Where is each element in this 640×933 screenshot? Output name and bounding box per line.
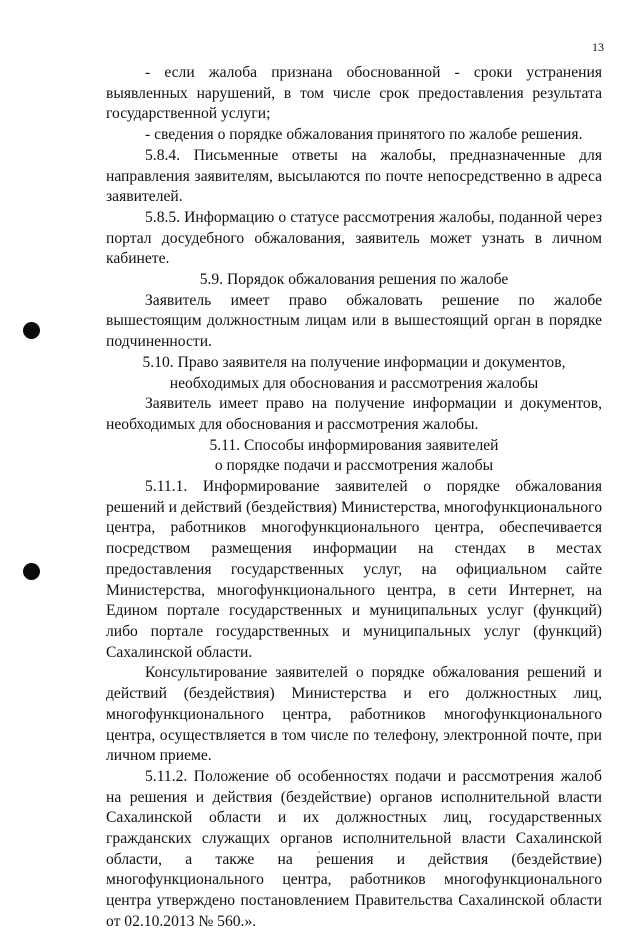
section-heading: 5.11. Способы информирования заявителей — [209, 436, 499, 454]
paragraph: - сведения о порядке обжалования принятого по жалобе решения. — [145, 126, 583, 144]
paragraph: 5.11.1. Информирование заявителей о порядке обжалования решений и действий (бездействия) Министерства, многофункционального центра, работников многофункционального центра, обеспечивается посредством размещения информации на стендах в местах предоставления государственных услуг, на официальном сайте Министерства, многофункционального центра, в сети Интернет, на Едином портале государственных и муниципальных услуг (функций) либо портале государственных и муниципальных услуг (функций) Сахалинской области. — [106, 478, 602, 661]
section-heading: о порядке подачи и рассмотрения жалобы — [214, 457, 494, 475]
paragraph: Консультирование заявителей о порядке обжалования решений и действий (бездействия) Министерства и его должностных лиц, многофункционального центра, работников многофункционального центра, осуществляется в том числе по телефону, электронной почте, при личном приеме. — [106, 664, 602, 765]
binder-hole-top — [23, 322, 40, 339]
paragraph: 5.8.5. Информацию о статусе рассмотрения жалобы, поданной через портал досудебного обжалования, заявитель может узнать в личном кабинете. — [106, 208, 602, 268]
section-heading: 5.10. Право заявителя на получение информации и документов, — [142, 353, 566, 371]
paragraph: Заявитель имеет право обжаловать решение по жалобе вышестоящим должностным лицам или в вышестоящий орган в порядке подчиненности. — [106, 291, 602, 351]
binder-hole-bottom — [23, 563, 40, 580]
section-heading: 5.9. Порядок обжалования решения по жалобе — [199, 271, 509, 289]
page-number: 13 — [592, 40, 604, 54]
paragraph: - если жалоба признана обоснованной - сроки устранения выявленных нарушений, в том числе срок предоставления результата государственной услуги; — [106, 64, 602, 123]
document-body — [106, 63, 602, 933]
paragraph: Заявитель имеет право на получение информации и документов, необходимых для обоснования и рассмотрения жалобы. — [106, 395, 602, 433]
section-heading: необходимых для обоснования и рассмотрения жалобы — [169, 374, 539, 392]
paragraph: 5.8.4. Письменные ответы на жалобы, предназначенные для направления заявителям, высылаются по почте непосредственно в адреса заявителей. — [106, 146, 602, 206]
paragraph: 5.11.2. Положение об особенностях подачи и рассмотрения жалоб на решения и действия (бездействие) органов исполнительной власти Сахалинской области и их должностных лиц, государственных гражданских служащих органов исполнительной власти Сахалинской области, а также на решения и действия (бездействие) многофункционального центра, работников многофункционального центра утверждено постановлением Правительства Сахалинской области от 02.10.2013 № 560.». — [106, 767, 602, 930]
